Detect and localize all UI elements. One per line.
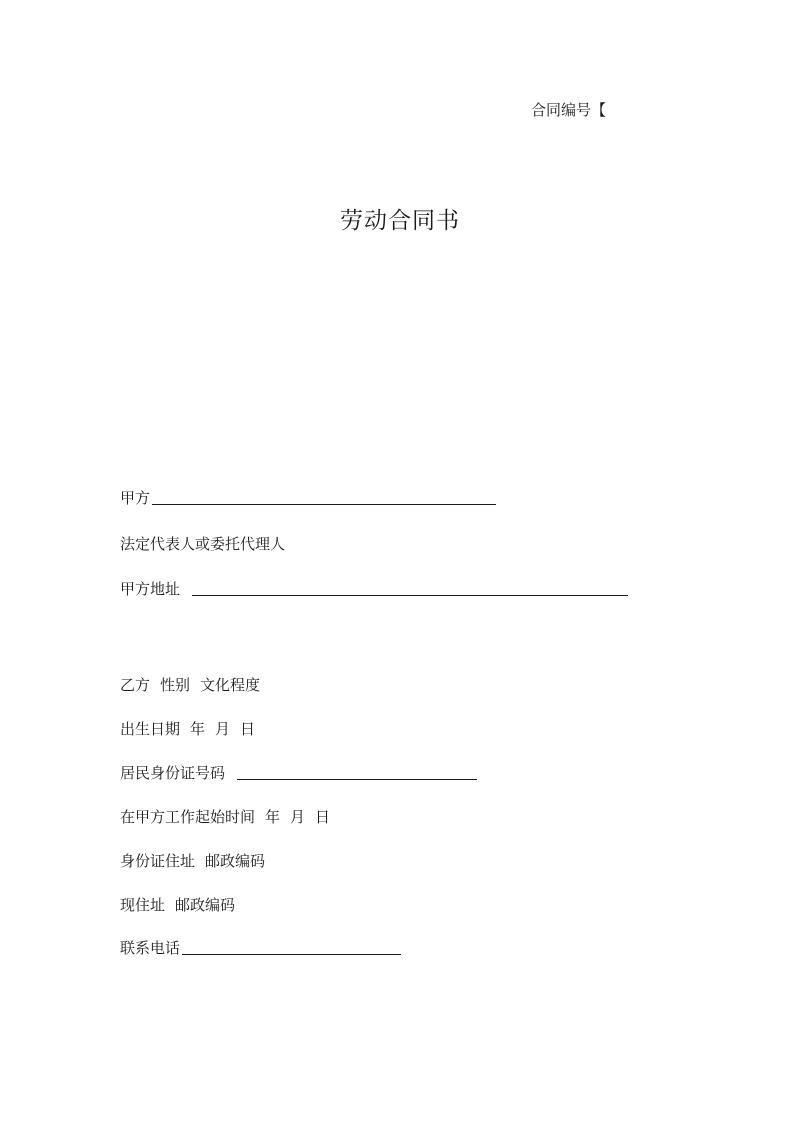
legal-rep-field xyxy=(120,533,285,554)
contract-number xyxy=(531,99,606,120)
birth-day-label: 日 xyxy=(240,720,256,738)
current-address-postcode-label: 邮政编码 xyxy=(175,896,236,914)
id-number-blank[interactable] xyxy=(237,765,477,780)
phone-field xyxy=(120,937,401,958)
current-address-label: 现住址 xyxy=(120,896,166,914)
party-b-field xyxy=(120,674,260,695)
start-date-field xyxy=(120,806,330,827)
id-address-postcode-label: 邮政编码 xyxy=(205,852,266,870)
party-a-address-blank[interactable] xyxy=(192,581,628,596)
id-number-label: 居民身份证号码 xyxy=(120,764,226,782)
start-date-label: 在甲方工作起始时间 xyxy=(120,808,256,826)
birth-month-label: 月 xyxy=(215,720,231,738)
start-year-label: 年 xyxy=(265,808,281,826)
party-a-field xyxy=(120,487,496,508)
id-address-field xyxy=(120,850,265,871)
document-title: 劳动合同书 xyxy=(340,208,460,234)
party-a-address-field xyxy=(120,578,628,599)
start-day-label: 日 xyxy=(315,808,331,826)
legal-rep-label: 法定代表人或委托代理人 xyxy=(120,535,286,553)
birth-date-label: 出生日期 xyxy=(120,720,181,738)
birth-date-field xyxy=(120,718,255,739)
id-number-field xyxy=(120,762,477,783)
gender-label: 性别 xyxy=(160,676,191,694)
party-a-address-label: 甲方地址 xyxy=(120,580,181,598)
phone-label: 联系电话 xyxy=(120,939,181,957)
birth-year-label: 年 xyxy=(190,720,206,738)
start-month-label: 月 xyxy=(290,808,306,826)
contract-number-label: 合同编号【 xyxy=(531,101,607,119)
party-a-label: 甲方 xyxy=(120,489,151,507)
party-b-label: 乙方 xyxy=(120,676,151,694)
phone-blank[interactable] xyxy=(182,940,401,955)
id-address-label: 身份证住址 xyxy=(120,852,196,870)
education-label: 文化程度 xyxy=(200,676,261,694)
current-address-field xyxy=(120,894,235,915)
party-a-blank[interactable] xyxy=(152,490,496,505)
